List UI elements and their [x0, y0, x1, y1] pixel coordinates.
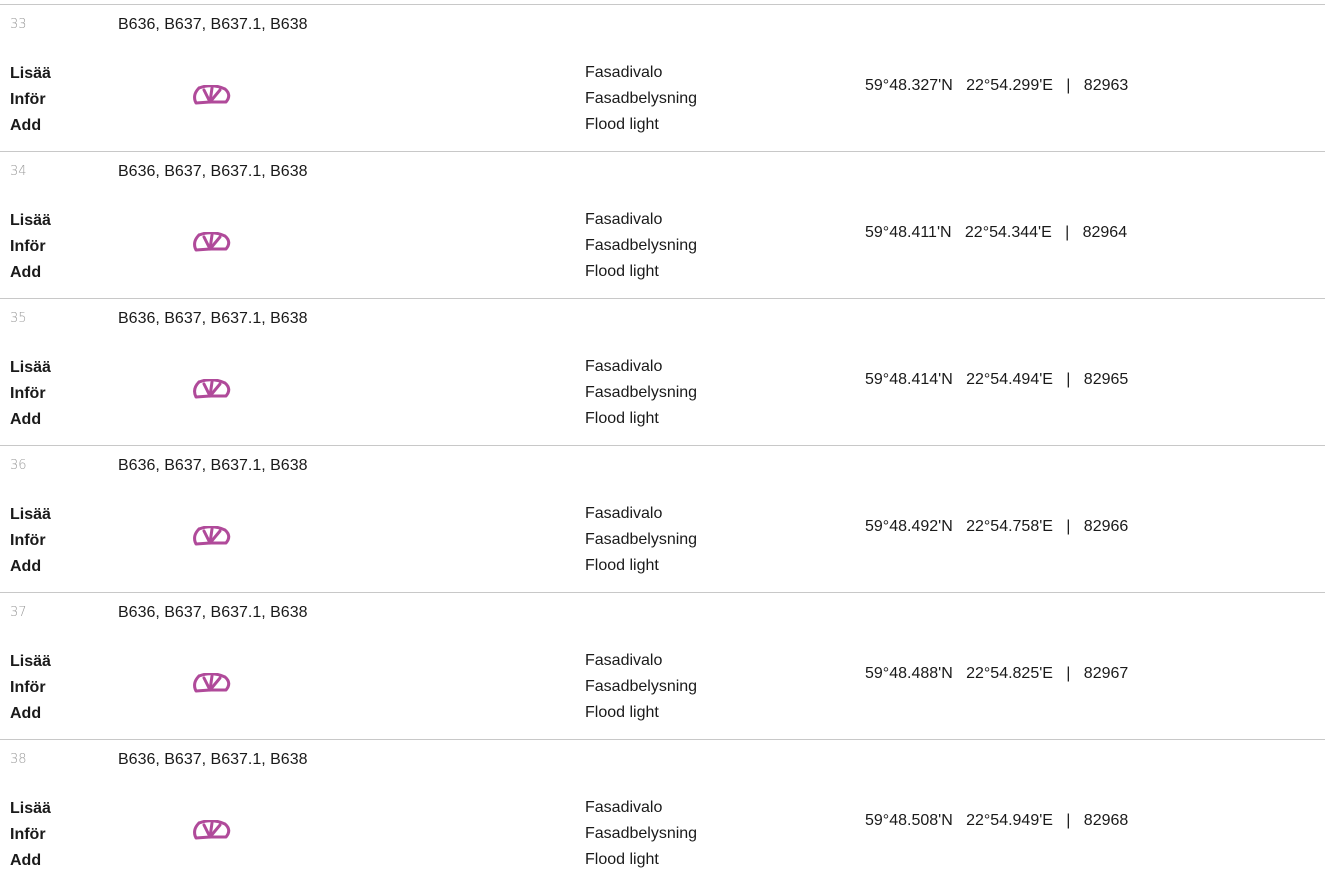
- description-en: Flood light: [585, 116, 659, 133]
- action-sv: Inför: [10, 238, 46, 255]
- action-sv: Inför: [10, 532, 46, 549]
- action-en: Add: [10, 117, 42, 134]
- longitude: 22°54.825'E: [966, 665, 1053, 682]
- description-fi: Fasadivalo: [585, 358, 663, 375]
- position-info: [865, 812, 1128, 830]
- position-info: [865, 665, 1128, 683]
- light-description: [585, 354, 697, 432]
- light-id: 82966: [1083, 518, 1129, 535]
- action-fi: Lisää: [10, 800, 51, 817]
- notice-entry: [0, 445, 1325, 592]
- action-en: Add: [10, 852, 42, 869]
- action-fi: Lisää: [10, 359, 51, 376]
- position-info: [865, 77, 1128, 95]
- longitude: 22°54.299'E: [966, 77, 1053, 94]
- description-fi: Fasadivalo: [585, 64, 663, 81]
- chart-references: B636, B637, B637.1, B638: [118, 310, 308, 327]
- action-fi: Lisää: [10, 653, 51, 670]
- description-en: Flood light: [585, 557, 659, 574]
- chart-references: B636, B637, B637.1, B638: [118, 16, 308, 33]
- entry-number: 34: [10, 164, 27, 179]
- flood-light-icon: [190, 232, 234, 258]
- action-label: [10, 649, 51, 727]
- description-en: Flood light: [585, 263, 659, 280]
- light-description: [585, 501, 697, 579]
- action-label: [10, 61, 51, 139]
- light-id: 82968: [1083, 812, 1129, 829]
- description-fi: Fasadivalo: [585, 799, 663, 816]
- separator: |: [1065, 224, 1070, 241]
- notice-entry: [0, 151, 1325, 298]
- action-fi: Lisää: [10, 65, 51, 82]
- flood-light-icon: [190, 379, 234, 405]
- light-description: [585, 207, 697, 285]
- action-label: [10, 208, 51, 286]
- description-fi: Fasadivalo: [585, 505, 663, 522]
- notice-entry: [0, 4, 1325, 151]
- flood-light-icon: [190, 820, 234, 846]
- separator: |: [1066, 518, 1071, 535]
- action-sv: Inför: [10, 826, 46, 843]
- entry-number: 37: [10, 605, 27, 620]
- notice-entries: [0, 4, 1325, 886]
- description-sv: Fasadbelysning: [585, 531, 698, 548]
- latitude: 59°48.492'N: [865, 518, 953, 535]
- action-sv: Inför: [10, 679, 46, 696]
- action-en: Add: [10, 705, 42, 722]
- description-fi: Fasadivalo: [585, 652, 663, 669]
- description-sv: Fasadbelysning: [585, 678, 698, 695]
- light-id: 82963: [1083, 77, 1129, 94]
- separator: |: [1066, 665, 1071, 682]
- notice-entry: [0, 592, 1325, 739]
- entry-number: 36: [10, 458, 27, 473]
- notice-entry: [0, 298, 1325, 445]
- entry-number: 35: [10, 311, 27, 326]
- latitude: 59°48.414'N: [865, 371, 953, 388]
- action-fi: Lisää: [10, 212, 51, 229]
- description-fi: Fasadivalo: [585, 211, 663, 228]
- action-label: [10, 355, 51, 433]
- light-id: 82967: [1083, 665, 1129, 682]
- notice-entry: [0, 739, 1325, 886]
- description-sv: Fasadbelysning: [585, 825, 698, 842]
- latitude: 59°48.327'N: [865, 77, 953, 94]
- light-description: [585, 648, 697, 726]
- position-info: [865, 518, 1128, 536]
- longitude: 22°54.758'E: [966, 518, 1053, 535]
- chart-references: B636, B637, B637.1, B638: [118, 457, 308, 474]
- light-id: 82964: [1082, 224, 1128, 241]
- entry-number: 38: [10, 752, 27, 767]
- action-en: Add: [10, 558, 42, 575]
- light-id: 82965: [1083, 371, 1129, 388]
- chart-references: B636, B637, B637.1, B638: [118, 604, 308, 621]
- flood-light-icon: [190, 526, 234, 552]
- description-sv: Fasadbelysning: [585, 384, 698, 401]
- action-fi: Lisää: [10, 506, 51, 523]
- light-description: [585, 60, 697, 138]
- description-en: Flood light: [585, 851, 659, 868]
- latitude: 59°48.411'N: [865, 224, 952, 241]
- chart-references: B636, B637, B637.1, B638: [118, 751, 308, 768]
- separator: |: [1066, 812, 1071, 829]
- chart-references: B636, B637, B637.1, B638: [118, 163, 308, 180]
- description-sv: Fasadbelysning: [585, 237, 698, 254]
- flood-light-icon: [190, 85, 234, 111]
- position-info: [865, 371, 1128, 389]
- latitude: 59°48.508'N: [865, 812, 953, 829]
- description-en: Flood light: [585, 410, 659, 427]
- longitude: 22°54.949'E: [966, 812, 1053, 829]
- separator: |: [1066, 77, 1071, 94]
- action-en: Add: [10, 264, 42, 281]
- latitude: 59°48.488'N: [865, 665, 953, 682]
- longitude: 22°54.344'E: [964, 224, 1052, 241]
- action-label: [10, 796, 51, 874]
- entry-number: 33: [10, 17, 27, 32]
- separator: |: [1066, 371, 1071, 388]
- longitude: 22°54.494'E: [966, 371, 1053, 388]
- description-en: Flood light: [585, 704, 659, 721]
- light-description: [585, 795, 697, 873]
- position-info: [865, 224, 1127, 242]
- action-sv: Inför: [10, 91, 46, 108]
- action-label: [10, 502, 51, 580]
- flood-light-icon: [190, 673, 234, 699]
- description-sv: Fasadbelysning: [585, 90, 698, 107]
- action-en: Add: [10, 411, 42, 428]
- action-sv: Inför: [10, 385, 46, 402]
